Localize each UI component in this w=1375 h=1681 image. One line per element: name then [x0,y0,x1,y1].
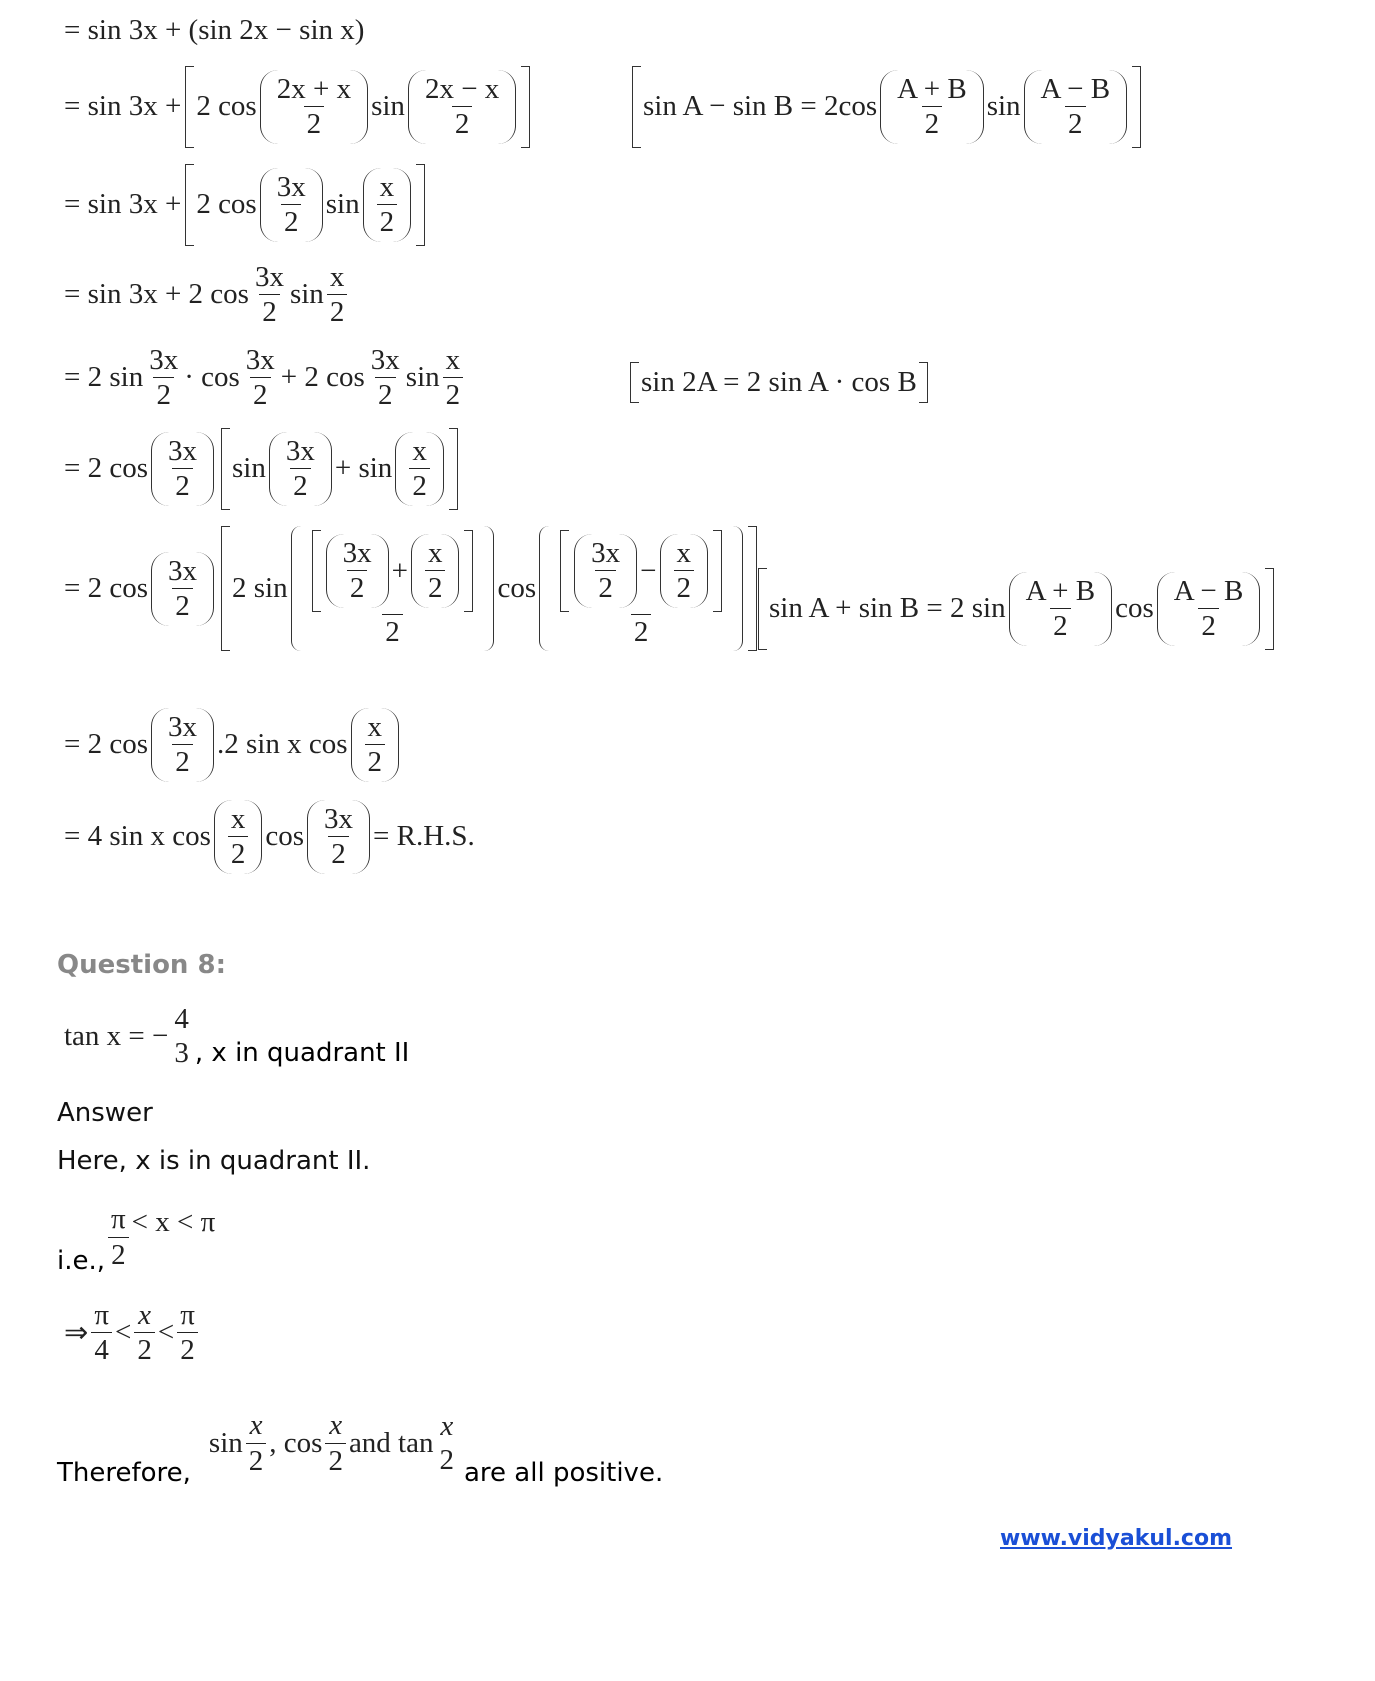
rule-cos: cos [1115,592,1154,625]
t-tail: are all positive. [464,1458,664,1488]
step-4-frac-1 [252,262,287,328]
step-4-lead: = sin 3x + 2 cos [64,278,249,311]
rule-bracket [758,568,1274,650]
t-frac-2 [325,1410,346,1476]
frac-num: 3x [276,171,306,203]
frac-num: x [440,1409,454,1442]
frac-num: 3x [168,435,198,467]
tan-tail: , x in quadrant II [194,1038,410,1069]
step-2-cos: 2 cos [196,90,257,123]
imp-frac-1 [91,1300,112,1366]
frac-den: 4 [91,1332,112,1365]
step-6-sin: sin [232,452,266,485]
frac-den: 2 [1050,608,1071,641]
rule-bracket [630,362,928,403]
step-2-paren-2 [408,70,516,144]
frac-num: x [329,261,345,293]
frac-den: 2 [425,570,446,603]
t-and-tan: and tan [348,1426,434,1459]
step-8-lead: = 2 cos [64,728,149,761]
step-5-sin: sin [405,361,440,394]
step-9-paren-2 [307,800,370,874]
ie-tail: < x < π [131,1205,216,1238]
step-2-lead: = sin 3x + [64,90,182,123]
frac-den: 2 [259,294,280,327]
step-9-rhs: = R.H.S. [373,820,475,853]
step-8-frac-1 [165,712,200,778]
step-2-sin: sin [371,90,405,123]
paren [660,534,709,608]
frac-num: A − B [1040,73,1111,105]
rule-paren-1 [880,70,984,144]
step-8-paren-2 [351,708,400,782]
frac-den: 2 [172,588,193,621]
paren [411,534,460,608]
frac-num: 3x [591,537,621,569]
footer-website-link[interactable]: www.vidyakul.com [1000,1526,1233,1551]
imp-frac-2 [134,1300,155,1366]
step-7-bigfrac-1 [305,530,481,647]
question-statement [64,1004,409,1069]
lt-2: < [157,1316,175,1349]
minus: − [640,554,657,587]
frac [425,538,446,604]
t-frac-3 [437,1411,458,1476]
step-2 [64,66,534,148]
step-7-sin: 2 sin [232,572,288,605]
frac-den: 2 [153,377,174,410]
step-3-lead: = sin 3x + [64,188,182,221]
frac-den: 2 [281,204,302,237]
step-9-lead: = 4 sin x cos [64,820,211,853]
step-5-cos: · cos [184,361,240,394]
step-9-cos: cos [265,820,305,853]
step-5-frac-3 [368,345,403,411]
rule-sin: sin [986,90,1021,123]
step-8-frac-2 [365,712,386,778]
question-heading: Question 8: [57,950,226,980]
frac-num: 3x [254,261,284,293]
step-3-frac-2 [377,172,398,238]
frac-den: 2 [304,106,325,139]
frac-num: x [367,711,383,743]
frac-num: x [249,1409,263,1442]
frac-num: x [379,171,395,203]
frac-num: 3x [168,554,198,587]
frac-den: 2 [631,614,652,647]
step-1 [64,14,364,47]
step-6-paren-3 [395,432,444,506]
step-5-rule [626,362,932,403]
step-7-inner-bracket-2 [560,530,722,612]
step-5-lead: = 2 sin [64,361,144,394]
step-7-frac-1 [165,556,200,622]
frac-den: 2 [325,1443,346,1476]
frac [588,538,623,604]
step-3-frac-1 [274,172,309,238]
step-7-inner-bracket-1 [312,530,474,612]
step-9-paren-1 [214,800,263,874]
step-2-bracket [185,66,530,148]
frac-den: 3 [174,1037,189,1070]
t-cos: , cos [269,1426,323,1459]
frac-num: 3x [370,344,400,376]
frac-den: 2 [377,204,398,237]
frac-num: x [427,537,443,569]
tan-lead: tan x = − [64,1019,169,1052]
frac-num: π [111,1203,126,1236]
frac-den: 2 [108,1237,129,1270]
therefore-line [57,1398,663,1488]
frac-num: 3x [149,344,179,376]
step-6-lead: = 2 cos [64,452,149,485]
step-7-lead: = 2 cos [64,572,149,605]
frac-den: 2 [172,468,193,501]
step-7 [64,526,761,651]
step-7-rule [754,568,1278,650]
step-3 [64,164,429,246]
step-9-frac-1 [228,804,249,870]
frac-num: x [138,1299,152,1331]
frac-den: 2 [1198,608,1219,641]
step-5 [64,345,466,411]
ie-line [57,1198,215,1276]
frac-num: A − B [1173,575,1244,607]
frac-den: 2 [443,377,464,410]
frac-den: 2 [452,106,473,139]
rule-paren-2 [1024,70,1128,144]
step-6-plus: + sin [334,452,393,485]
rule-frac-2 [1171,576,1247,642]
step-4 [64,262,350,328]
step-6-frac-2 [283,436,318,502]
frac-den: 2 [439,1444,454,1476]
frac-den: 2 [250,377,271,410]
frac-num: x [230,803,246,835]
frac-den: 2 [365,744,386,777]
frac-den: 2 [595,570,616,603]
frac-num: 3x [245,344,275,376]
therefore-label: Therefore, [57,1458,191,1488]
frac-den: 2 [246,1443,267,1476]
step-1-expr: = sin 3x + (sin 2x − sin x) [64,14,365,46]
frac-num: π [180,1299,195,1331]
step-7-paren-1 [151,552,214,626]
step-2-frac-1 [274,74,354,140]
imp-frac-3 [177,1300,198,1366]
rule-paren-1 [1009,572,1113,646]
frac-num: x [412,435,427,467]
frac-den: 2 [134,1332,155,1365]
frac-num: 3x [168,711,198,743]
step-8 [64,708,402,782]
ie-label: i.e., [57,1246,106,1276]
paren [326,534,389,608]
implies-line [64,1300,201,1366]
frac-den: 2 [177,1332,198,1365]
frac-den: 2 [375,377,396,410]
step-9 [64,800,475,874]
frac-num: x [329,1409,343,1442]
t-frac-1 [246,1410,267,1476]
frac-den: 2 [1065,106,1086,139]
step-5-plus: + 2 cos [280,361,365,394]
frac-num: x [676,537,691,569]
frac-den: 2 [922,106,943,139]
paren [574,534,637,608]
frac-num [305,530,481,614]
frac-den: 2 [290,468,311,501]
step-2-paren-1 [260,70,368,144]
frac-num: A + B [1025,575,1096,607]
step-6 [64,428,462,510]
frac-num [553,530,729,614]
frac-den: 2 [347,570,368,603]
rule-paren-2 [1157,572,1261,646]
frac-num: 2x + x [276,73,352,105]
step-5-frac-1 [146,345,181,411]
frac [340,538,375,604]
rule-frac-2 [1038,74,1114,140]
rule-frac-1 [894,74,970,140]
step-3-sin: sin [325,188,360,221]
step-7-cos: cos [497,572,537,605]
step-9-frac-2 [321,804,356,870]
step-7-bigfrac-2 [553,530,729,647]
step-5-frac-2 [243,345,278,411]
frac-den: 2 [382,614,403,647]
step-6-paren-1 [151,432,214,506]
step-4-frac-2 [327,262,348,328]
frac-num: 3x [342,537,372,569]
step-7-brace-2 [539,526,743,651]
step-5-frac-4 [443,345,464,411]
step-6-frac-3 [409,436,430,502]
t-sin: sin [208,1426,243,1459]
step-7-bracket [221,526,757,651]
step-6-paren-2 [269,432,332,506]
answer-label: Answer [57,1098,153,1128]
frac-den: 2 [228,836,249,869]
step-2-frac-2 [422,74,502,140]
ie-frac [108,1204,129,1270]
answer-here: Here, x is in quadrant II. [57,1146,371,1176]
step-3-bracket [185,164,425,246]
frac-num: x [445,344,461,376]
frac-den: 2 [327,294,348,327]
frac-num: 4 [174,1003,189,1035]
frac-num: 2x − x [424,73,500,105]
frac-num: A + B [897,73,967,105]
rule-lead: sin A − sin B = 2cos [643,90,878,123]
plus: + [391,554,408,587]
step-3-paren-2 [363,168,412,242]
lt-1: < [114,1316,132,1349]
rule-lead: sin A + sin B = 2 sin [769,592,1006,625]
rule-bracket [632,66,1141,148]
frac-den: 2 [172,744,193,777]
step-3-paren-1 [260,168,323,242]
frac [674,538,695,604]
step-6-bracket [221,428,458,510]
step-7-brace-1 [291,526,495,651]
step-4-sin: sin [289,278,324,311]
step-3-cos: 2 cos [196,188,257,221]
frac-den: 2 [328,836,349,869]
frac-num: π [94,1299,109,1331]
tan-frac [171,1004,192,1069]
rule-text: sin 2A = 2 sin A · cos B [641,366,917,398]
step-8-paren-1 [151,708,214,782]
frac-num: 3x [285,435,315,467]
implies-arrow: ⇒ [64,1317,89,1350]
frac-den: 2 [409,468,430,501]
step-6-frac-1 [165,436,200,502]
frac-den: 2 [674,570,695,603]
step-2-rule [628,66,1145,148]
frac-num: 3x [324,803,354,835]
rule-frac-1 [1023,576,1099,642]
step-8-mid: .2 sin x cos [217,728,348,761]
